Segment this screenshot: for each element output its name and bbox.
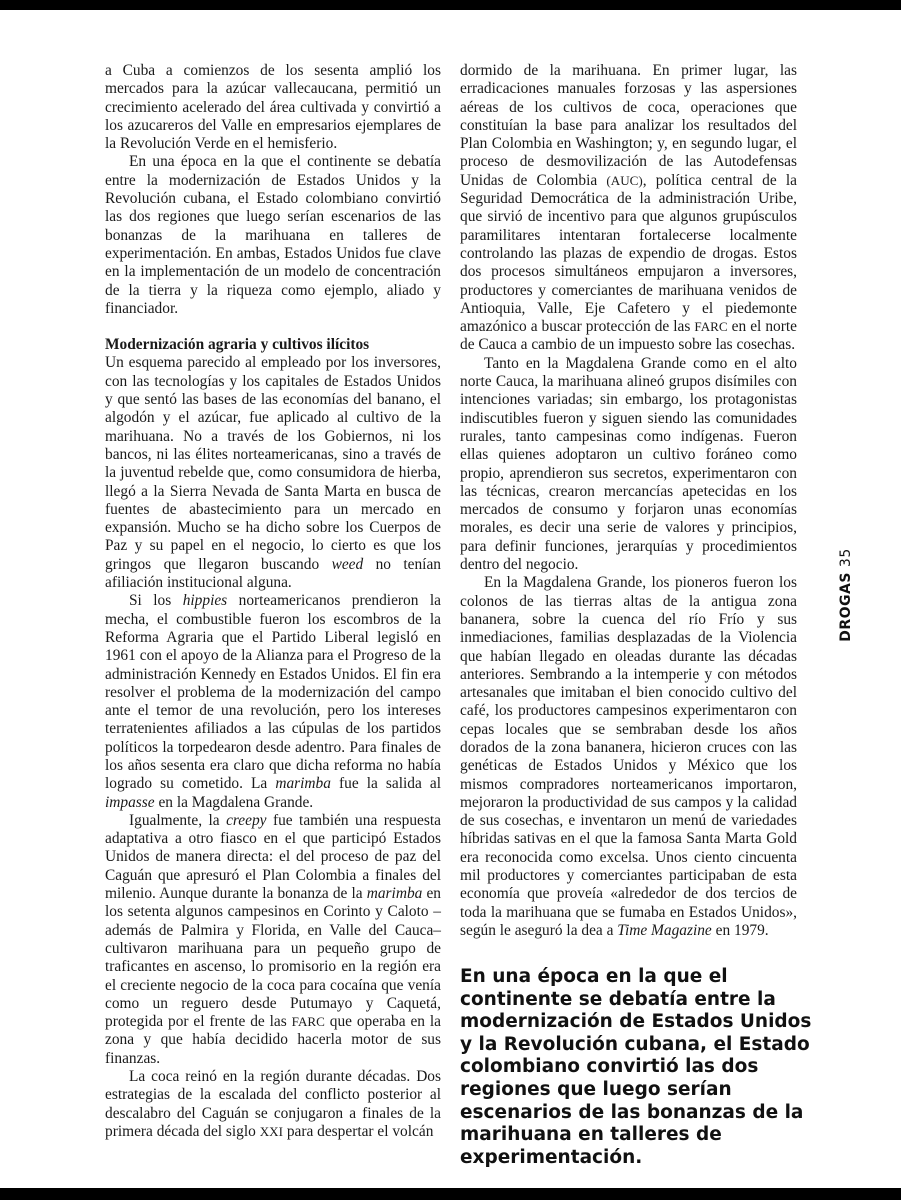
paragraph: En la Magdalena Grande, los pioneros fueron los colonos de las tierras altas de la antigua zona bananera, sobre la cuenca del río Frío y sus inmediaciones, familias desplazadas de la Violencia que habían llegado en oleadas durante las décadas anteriores. Sembrando a la intemperie y con métodos artesanales que imitaban el bien conocido cultivo del café, los productores campesinos experimentaron con cepas locales que se sembraban desde los años dorados de la zona bananera, hicieron cruces con las genéticas de Estados Unidos y México que los mismos compradores norteamericanos importaron, mejoraron la productividad de sus campos y la calidad de sus cosechas, e inventaron un menú de variedades híbridas sativas en el que la famosa Santa Marta Gold era reconocida como excelsa. Unos ciento cincuenta mil productores y comerciantes participaban de esta economía que proveía «alrededor de dos tercios de toda la marihuana que se fumaba en Estados Unidos», según le aseguró la dea a Time Magazine en 1979. — [460, 574, 797, 939]
bottom-border — [0, 1188, 901, 1200]
running-footer — [836, 545, 856, 645]
section-subheading: Modernización agraria y cultivos ilícitos — [105, 336, 370, 354]
section-name: DROGAS — [838, 572, 854, 642]
left-column — [105, 62, 441, 1141]
paragraph: En una época en la que el continente se debatía entre la modernización de Estados Unidos y la Revolución cubana, el Estado colombiano convirtió las dos regiones que luego serían escenarios de las bonanzas de la marihuana en talleres de experimentación. En ambas, Estados Unidos fue clave en la implementación de un modelo de concentración de la tierra y la riqueza como ejemplo, aliado y financiador. — [105, 153, 441, 317]
paragraph: Igualmente, la creepy fue también una respuesta adaptativa a otro fiasco en el que participó Estados Unidos de manera directa: el del proceso de paz del Caguán que apresuró el Plan Colombia a finales del milenio. Aunque durante la bonanza de la marimba en los setenta algunos campesinos en Corinto y Caloto –además de Palmira y Florida, en Valle del Cauca– cultivaron marihuana para un pequeño grupo de traficantes en ascenso, lo promisorio en la región era el creciente negocio de la coca para cocaína que venía como un reguero desde Putumayo y Caquetá, protegida por el frente de las FARC que operaba en la zona y que había decidido hacerla motor de sus finanzas. — [105, 811, 441, 1067]
paragraph: Si los hippies norteamericanos prendieron la mecha, el combustible fueron los escombros de la Reforma Agraria que el Partido Liberal legisló en 1961 con el apoyo de la Alianza para el Progreso de la administración Kennedy en Estados Unidos. El fin era resolver el problema de la modernización del campo ante el temor de una revolución, pero los intereses terratenientes afiliados a las cúpulas de los partidos políticos la torpedearon desde adentro. Para finales de los años sesenta era claro que dicha reforma no había logrado su cometido. La marimba fue la salida al impasse en la Magdalena Grande. — [105, 592, 441, 811]
paragraph: dormido de la marihuana. En primer lugar, las erradicaciones manuales forzosas y las aspersiones aéreas de los cultivos de coca, operaciones que constituían la base para analizar los resultados del Plan Colombia en Washington; y, en segundo lugar, el proceso de desmovilización de las Autodefensas Unidas de Colombia (AUC), política central de la Seguridad Democrática de la administración Uribe, que sirvió de incentivo para que algunos grupúsculos paramilitares intentaran fortalecerse localmente controlando las plazas de expendio de drogas. Estos dos procesos simultáneos empujaron a inversores, productores y comerciantes de marihuana venidos de Antioquia, Valle, Eje Cafetero y el piedemonte amazónico a buscar protección de las FARC en el norte de Cauca a cambio de un impuesto sobre las cosechas. — [460, 62, 797, 354]
page-number: 35 — [838, 548, 854, 568]
top-border — [0, 0, 901, 10]
paragraph: La coca reinó en la región durante décadas. Dos estrategias de la escalada del conflicto posterior al descalabro del Caguán se conjugaron a finales de la primera década del siglo XXI para despertar el volcán — [105, 1068, 441, 1140]
paragraph: Un esquema parecido al empleado por los inversores, con las tecnologías y los capitales de Estados Unidos y que sentó las bases de las economías del banano, el algodón y el azúcar, fue aplicado al cultivo de la marihuana. No a través de los Gobiernos, ni los bancos, ni las élites norteamericanas, sino a través de la juventud rebelde que, como consumidora de hierba, llegó a la Sierra Nevada de Santa Marta en busca de fuentes de abastecimiento para un mercado en expansión. Mucho se ha dicho sobre los Cuerpos de Paz y su papel en el negocio, lo cierto es que los gringos que llegaron buscando weed no tenían afiliación institucional alguna. — [105, 354, 441, 592]
right-column — [460, 62, 797, 940]
paragraph: Tanto en la Magdalena Grande como en el alto norte Cauca, la marihuana alineó grupos disímiles con intenciones variadas; sin embargo, los protagonistas indiscutibles fueron y siguen siendo las comunidades rurales, tanto campesinas como indígenas. Fueron ellas quienes adoptaron un cultivo foráneo como propio, aprendieron sus secretos, experimentaron con las técnicas, crearon mercancías apetecidas en los mercados de consumo y forjaron unas economías morales, es decir una serie de valores y principios, para definir funciones, jerarquías y procedimientos dentro del negocio. — [460, 354, 797, 574]
paragraph: a Cuba a comienzos de los sesenta amplió los mercados para la azúcar vallecaucana, permitió un crecimiento acelerado del área cultivada y convirtió a los azucareros del Valle en empresarios ejemplares de la Revolución Verde en el hemisferio. — [105, 62, 441, 153]
pull-quote: En una época en la que el continente se debatía entre la modernización de Estados Unidos y la Revolución cubana, el Estado colombiano convirtió las dos regiones que luego serían escenarios de las bonanzas de la marihuana en talleres de experimentación. — [460, 966, 812, 1168]
